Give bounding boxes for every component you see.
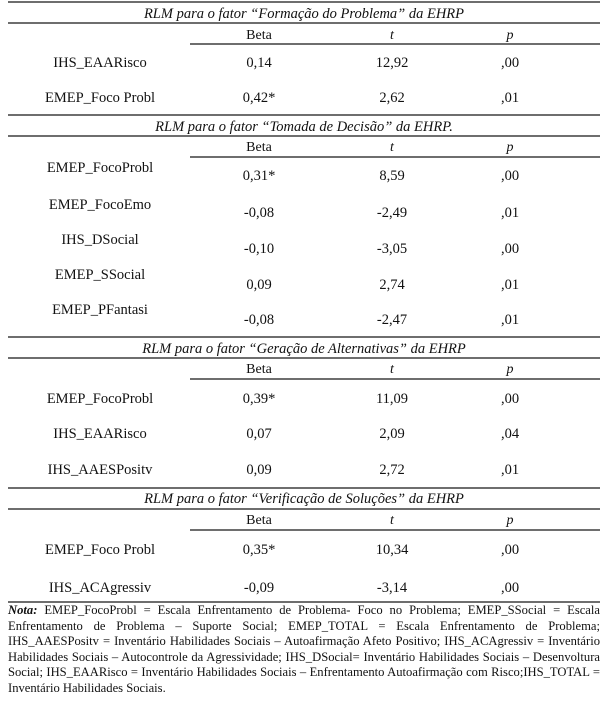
t-value: 10,34 (375, 542, 409, 558)
col-head-beta: Beta (246, 28, 272, 43)
beta-value: 0,31* (242, 168, 276, 184)
col-head-t: t (390, 28, 394, 43)
section-rule (8, 508, 600, 510)
row-label: IHS_DSocial (61, 232, 139, 248)
t-value: 2,62 (379, 90, 405, 106)
beta-value: -0,09 (243, 580, 275, 596)
p-value: ,01 (500, 462, 520, 478)
p-value: ,01 (500, 277, 520, 293)
section-title-tomada-decisao: RLM para o fator “Tomada de Decisão” da EHRP. (155, 119, 453, 135)
beta-value: 0,09 (246, 277, 272, 293)
t-value: 2,09 (379, 426, 405, 442)
row-label: EMEP_FocoProbl (46, 391, 154, 407)
header-rule (190, 43, 600, 45)
col-head-p: p (506, 140, 514, 155)
beta-value: 0,35* (242, 542, 276, 558)
col-head-p: p (506, 513, 514, 528)
p-value: ,00 (500, 580, 520, 596)
t-value: -2,47 (376, 312, 408, 328)
beta-value: -0,08 (243, 312, 275, 328)
row-label: EMEP_Foco Probl (45, 90, 155, 106)
section-rule (8, 487, 600, 489)
t-value: 8,59 (379, 168, 405, 184)
col-head-p: p (506, 28, 514, 43)
note-label: Nota: (8, 603, 38, 617)
p-value: ,00 (500, 391, 520, 407)
section-rule (8, 22, 600, 24)
beta-value: -0,08 (243, 205, 275, 221)
t-value: -3,14 (376, 580, 408, 596)
row-label: EMEP_FocoProbl (46, 160, 154, 176)
beta-value: 0,39* (242, 391, 276, 407)
beta-value: 0,07 (246, 426, 272, 442)
row-label: IHS_EAARisco (53, 55, 147, 71)
section-rule (8, 114, 600, 116)
p-value: ,00 (500, 55, 520, 71)
beta-value: -0,10 (243, 241, 275, 257)
p-value: ,00 (500, 168, 520, 184)
header-rule (190, 156, 600, 158)
t-value: 2,74 (379, 277, 405, 293)
top-rule (8, 1, 600, 3)
beta-value: 0,42* (242, 90, 276, 106)
row-label: IHS_AAESPositv (47, 462, 153, 478)
header-rule (190, 378, 600, 380)
t-value: -3,05 (376, 241, 408, 257)
beta-value: 0,14 (246, 55, 272, 71)
t-value: -2,49 (376, 205, 408, 221)
t-value: 11,09 (375, 391, 409, 407)
p-value: ,01 (500, 205, 520, 221)
row-label: EMEP_SSocial (54, 267, 146, 283)
table-note (8, 603, 600, 697)
t-value: 12,92 (375, 55, 409, 71)
section-title-formacao: RLM para o fator “Formação do Problema” da EHRP (143, 6, 465, 22)
col-head-t: t (390, 362, 394, 377)
col-head-beta: Beta (246, 362, 272, 377)
row-label: IHS_EAARisco (53, 426, 147, 442)
row-label: EMEP_PFantasi (52, 302, 148, 318)
col-head-t: t (390, 513, 394, 528)
note-text: EMEP_FocoProbl = Escala Enfrentamento de Problema- Foco no Problema; EMEP_SSocial = Escala Enfrentamento de Problema – Suporte Social; EMEP_TOTAL = Escala Enfrentamento de Problema; IHS_AAESPositv = Inventário Habilidades Sociais – Autoafirmação Afeto Positivo; IHS_ACAgressiv = Inventário Habilidades Sociais – Autocontrole da Agressividade; IHS_DSocial= Inventário Habilidades Sociais – Desenvoltura Social; IHS_EAARisco = Inventário Habilidades Sociais – Enfrentamento Autoafirmação com Risco;IHS_TOTAL = Inventário Habilidades Sociais. (8, 603, 600, 695)
p-value: ,01 (500, 90, 520, 106)
section-rule (8, 357, 600, 359)
col-head-p: p (506, 362, 514, 377)
section-title-verificacao-solucoes: RLM para o fator “Verificação de Soluções” da EHRP (144, 491, 464, 507)
t-value: 2,72 (379, 462, 405, 478)
p-value: ,00 (500, 241, 520, 257)
row-label: IHS_ACAgressiv (48, 580, 152, 596)
col-head-beta: Beta (246, 140, 272, 155)
col-head-beta: Beta (246, 513, 272, 528)
section-rule (8, 336, 600, 338)
col-head-t: t (390, 140, 394, 155)
beta-value: 0,09 (246, 462, 272, 478)
row-label: EMEP_Foco Probl (45, 542, 155, 558)
p-value: ,00 (500, 542, 520, 558)
section-title-geracao-alternativas: RLM para o fator “Geração de Alternativas” da EHRP (142, 341, 466, 357)
header-rule (190, 529, 600, 531)
p-value: ,01 (500, 312, 520, 328)
section-rule (8, 135, 600, 137)
p-value: ,04 (500, 426, 520, 442)
row-label: EMEP_FocoEmo (48, 197, 152, 213)
